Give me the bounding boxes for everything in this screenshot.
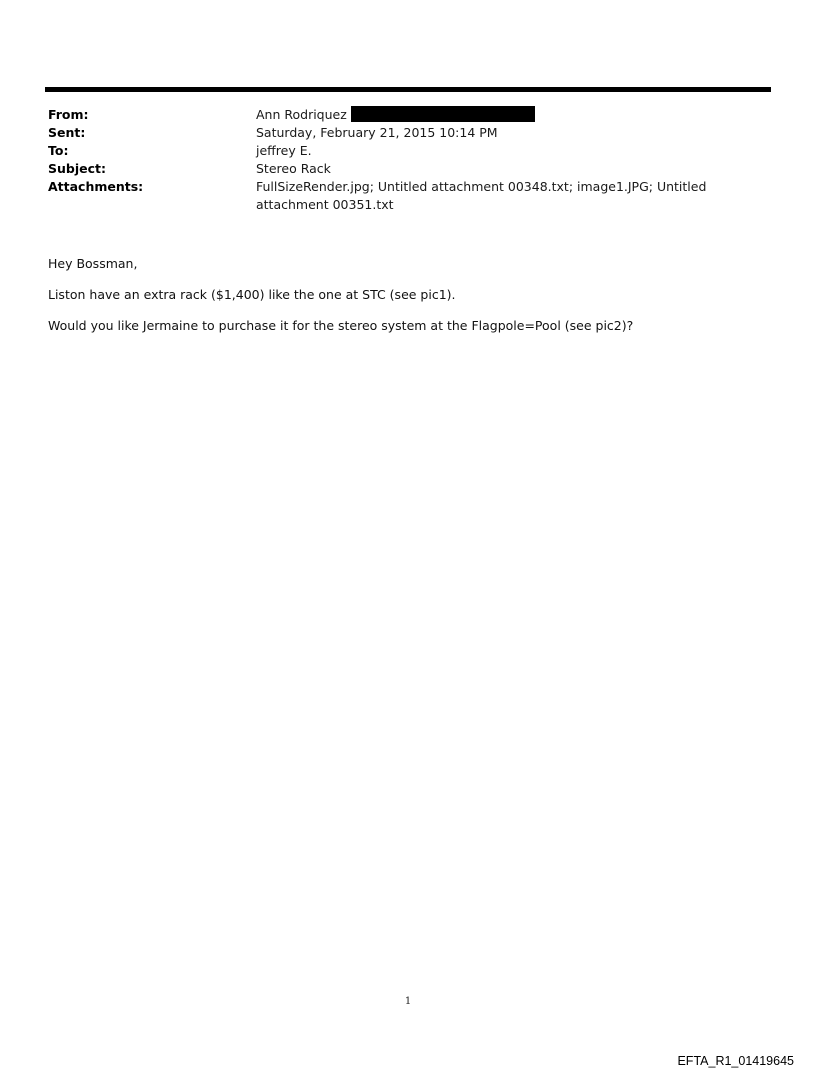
- attachments-value: FullSizeRender.jpg; Untitled attachment 00348.txt; image1.JPG; Untitled attachment 00351.txt: [256, 179, 707, 212]
- redaction-block: [351, 106, 535, 122]
- greeting: Hey Bossman,: [48, 256, 138, 271]
- subject-row: [48, 160, 768, 178]
- header-divider: [45, 87, 771, 92]
- sent-label: Sent:: [48, 125, 86, 140]
- from-row: [48, 106, 768, 124]
- to-row: [48, 142, 768, 160]
- to-value: jeffrey E.: [256, 143, 312, 158]
- attachments-row: [48, 178, 768, 214]
- page-number: 1: [404, 996, 412, 1007]
- subject-label: Subject:: [48, 161, 106, 176]
- body-line-2: Would you like Jermaine to purchase it for the stereo system at the Flagpole=Pool (see pic2)?: [48, 318, 634, 333]
- email-header: [48, 106, 768, 214]
- sent-row: [48, 124, 768, 142]
- email-body: [48, 256, 768, 349]
- to-label: To:: [48, 143, 69, 158]
- from-label: From:: [48, 107, 89, 122]
- sent-value: Saturday, February 21, 2015 10:14 PM: [256, 125, 498, 140]
- subject-value: Stereo Rack: [256, 161, 331, 176]
- from-value-container: [256, 106, 768, 124]
- body-line-1: Liston have an extra rack ($1,400) like the one at STC (see pic1).: [48, 287, 456, 302]
- attachments-label: Attachments:: [48, 179, 144, 194]
- document-id: EFTA_R1_01419645: [677, 1054, 794, 1068]
- from-value: Ann Rodriquez: [256, 107, 347, 122]
